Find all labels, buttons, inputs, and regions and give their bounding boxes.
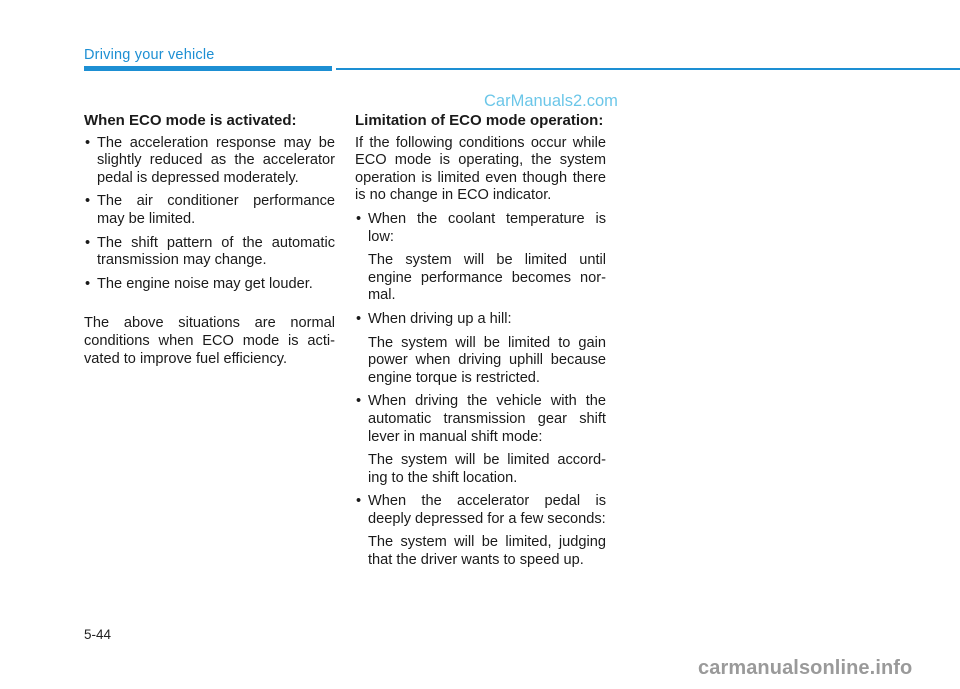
left-paragraph: The above situations are normal conditions when ECO mode is acti-vated to improve fuel efficiency.	[84, 315, 335, 367]
list-item: • The acceleration response may be slightly reduced as the accelerator pedal is depressed moderately.	[84, 135, 335, 188]
list-item	[355, 311, 606, 387]
header-rule-thick	[84, 66, 332, 71]
bullet-detail: The system will be limited to gain power when driving uphill because engine torque is restricted.	[368, 334, 606, 386]
left-bullet-list	[84, 135, 335, 294]
bullet-detail: The system will be limited, judging that the driver wants to speed up.	[368, 534, 606, 569]
bullet-detail: The system will be limited accord-ing to the shift location.	[368, 452, 606, 486]
bullet-label: When driving up a hill:	[368, 310, 512, 327]
list-item	[355, 493, 606, 569]
section-title: Driving your vehicle	[84, 47, 215, 63]
right-intro: If the following conditions occur while ECO mode is operating, the system operation is limited even though there is no change in ECO indicator.	[355, 134, 606, 204]
list-item: • The engine noise may get louder.	[84, 276, 335, 294]
left-heading: When ECO mode is activated:	[84, 112, 297, 129]
bullet-label: When the coolant temperature is low:	[368, 210, 606, 245]
page-number: 5-44	[84, 627, 112, 642]
list-item: • The shift pattern of the automatic transmission may change.	[84, 235, 335, 270]
left-column	[84, 112, 335, 374]
list-item	[355, 393, 606, 487]
watermark-bottom: carmanualsonline.info	[698, 657, 913, 679]
bullet-label: When the accelerator pedal is deeply depressed for a few seconds:	[368, 493, 606, 527]
header-rule-thin	[336, 68, 960, 70]
right-bullet-list	[355, 211, 606, 570]
bullet-detail: The system will be limited until engine performance becomes nor-mal.	[368, 252, 606, 304]
bullet-label: When driving the vehicle with the automatic transmission gear shift lever in manual shift mode:	[368, 393, 606, 445]
list-item: • The air conditioner performance may be limited.	[84, 193, 335, 228]
watermark-top: CarManuals2.com	[484, 92, 618, 110]
right-heading: Limitation of ECO mode operation:	[355, 112, 604, 129]
right-column	[355, 112, 606, 576]
list-item	[355, 211, 606, 305]
